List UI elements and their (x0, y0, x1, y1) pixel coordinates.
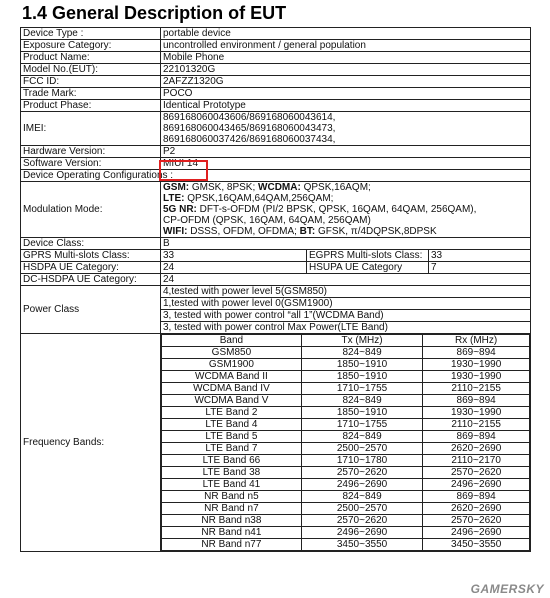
row-value: 22101320G (161, 64, 531, 76)
power-class-label: Power Class (21, 286, 161, 334)
row-label: Product Phase: (21, 100, 161, 112)
row-value: B (161, 238, 531, 250)
mod-text: DSSS, OFDM, OFDMA; (187, 226, 300, 237)
row-value: 2AFZZ1320G (161, 76, 531, 88)
row-label: Trade Mark: (21, 88, 161, 100)
freq-tx: 1850~1910 (301, 407, 422, 419)
freq-header-band: Band (162, 335, 302, 347)
row-value: Identical Prototype (161, 100, 531, 112)
freq-tx: 1710~1780 (301, 455, 422, 467)
freq-tx: 824~849 (301, 491, 422, 503)
freq-header-rx: Rx (MHz) (423, 335, 530, 347)
freq-band-name: NR Band n7 (162, 503, 302, 515)
mod-key: WCDMA: (258, 182, 301, 193)
freq-band-name: WCDMA Band IV (162, 383, 302, 395)
imei-label: IMEI: (21, 112, 161, 146)
mod-key: WIFI: (163, 226, 188, 237)
power-class-line: 4,tested with power level 5(GSM850) (161, 286, 531, 298)
row-value: Mobile Phone (161, 52, 531, 64)
frequency-bands-body (162, 335, 530, 551)
power-class-line: 1,tested with power level 0(GSM1900) (161, 298, 531, 310)
freq-tx: 3450~3550 (301, 539, 422, 551)
freq-band-name: LTE Band 7 (162, 443, 302, 455)
freq-band-name: LTE Band 2 (162, 407, 302, 419)
freq-row (162, 467, 530, 479)
freq-tx: 824~849 (301, 431, 422, 443)
freq-row (162, 431, 530, 443)
freq-row (162, 371, 530, 383)
freq-tx: 1710~1755 (301, 383, 422, 395)
row-label: Exposure Category: (21, 40, 161, 52)
freq-rx: 2110~2155 (423, 419, 530, 431)
modulation-label: Modulation Mode: (21, 182, 161, 238)
freq-row (162, 383, 530, 395)
freq-band-name: LTE Band 4 (162, 419, 302, 431)
freq-band-name: WCDMA Band II (162, 371, 302, 383)
row-value: portable device (161, 28, 531, 40)
freq-row (162, 407, 530, 419)
row-value: 24 (161, 262, 307, 274)
row-label: FCC ID: (21, 76, 161, 88)
row-label: Model No.(EUT): (21, 64, 161, 76)
freq-rx: 869~894 (423, 491, 530, 503)
freq-rx: 2620~2690 (423, 503, 530, 515)
freq-tx: 2500~2570 (301, 503, 422, 515)
freq-tx: 1850~1910 (301, 359, 422, 371)
freq-row (162, 395, 530, 407)
imei-line: 869168060043606/869168060043614, (163, 112, 336, 123)
mod-key: LTE: (163, 193, 185, 204)
freq-rx: 1930~1990 (423, 359, 530, 371)
freq-tx: 2500~2570 (301, 443, 422, 455)
row-label: Hardware Version: (21, 146, 161, 158)
power-class-line: 3, tested with power control “all 1”(WCDMA Band) (161, 310, 531, 322)
freq-tx: 2570~2620 (301, 515, 422, 527)
row-label: EGPRS Multi-slots Class: (307, 250, 429, 262)
freq-band-name: GSM1900 (162, 359, 302, 371)
imei-line: 869168060043465/869168060043473, (163, 123, 336, 134)
mod-text: QPSK,16QAM,64QAM,256QAM; (184, 193, 334, 204)
freq-rx: 869~894 (423, 395, 530, 407)
watermark: GAMERSKY (470, 582, 544, 596)
freq-band-name: LTE Band 38 (162, 467, 302, 479)
row-label: Software Version: (21, 158, 161, 170)
row-value: 7 (429, 262, 531, 274)
freq-row (162, 503, 530, 515)
imei-value (161, 112, 531, 146)
config-heading: Device Operating Configurations : (21, 170, 531, 182)
freq-band-name: NR Band n38 (162, 515, 302, 527)
freq-tx: 1710~1755 (301, 419, 422, 431)
freq-rx: 2620~2690 (423, 443, 530, 455)
row-value: 33 (161, 250, 307, 262)
mod-text: DFT-s-OFDM (PI/2 BPSK, QPSK, 16QAM, 64QAM, 256QAM), (196, 204, 477, 215)
freq-row (162, 347, 530, 359)
freq-row (162, 443, 530, 455)
freq-band-name: LTE Band 5 (162, 431, 302, 443)
freq-row (162, 419, 530, 431)
mod-text: QPSK,16AQM; (300, 182, 371, 193)
frequency-bands-cell (161, 334, 531, 552)
freq-rx: 869~894 (423, 431, 530, 443)
freq-row (162, 359, 530, 371)
freq-band-name: GSM850 (162, 347, 302, 359)
freq-row (162, 479, 530, 491)
freq-rx: 1930~1990 (423, 371, 530, 383)
row-value: 24 (161, 274, 531, 286)
freq-band-name: WCDMA Band V (162, 395, 302, 407)
freq-rx: 2570~2620 (423, 467, 530, 479)
freq-row (162, 455, 530, 467)
mod-key: GSM: (163, 182, 190, 193)
freq-tx: 824~849 (301, 395, 422, 407)
freq-rx: 3450~3550 (423, 539, 530, 551)
mod-text: GMSK, 8PSK; (189, 182, 259, 193)
freq-band-name: NR Band n77 (162, 539, 302, 551)
freq-rx: 2110~2170 (423, 455, 530, 467)
row-label: GPRS Multi-slots Class: (21, 250, 161, 262)
freq-row (162, 527, 530, 539)
freq-rx: 1930~1990 (423, 407, 530, 419)
freq-tx: 1850~1910 (301, 371, 422, 383)
freq-rx: 2496~2690 (423, 527, 530, 539)
frequency-bands-table (161, 334, 530, 551)
freq-row (162, 515, 530, 527)
software-version-value: MIUI 14 (161, 158, 531, 170)
row-label: Device Type : (21, 28, 161, 40)
frequency-bands-label: Frequency Bands: (21, 334, 161, 552)
freq-tx: 824~849 (301, 347, 422, 359)
freq-band-name: LTE Band 41 (162, 479, 302, 491)
mod-key: BT: (299, 226, 316, 237)
modulation-value (161, 182, 531, 238)
imei-line: 869168060037426/869168060037434, (163, 134, 336, 145)
row-value: POCO (161, 88, 531, 100)
row-label: HSDPA UE Category: (21, 262, 161, 274)
row-value: P2 (161, 146, 531, 158)
power-class-line: 3, tested with power control Max Power(LTE Band) (161, 322, 531, 334)
freq-band-name: NR Band n41 (162, 527, 302, 539)
eut-description-table (20, 27, 531, 552)
row-label: HSUPA UE Category (307, 262, 429, 274)
row-label: Product Name: (21, 52, 161, 64)
row-value: uncontrolled environment / general population (161, 40, 531, 52)
mod-text: CP-OFDM (QPSK, 16QAM, 64QAM, 256QAM) (163, 215, 371, 226)
freq-header-tx: Tx (MHz) (301, 335, 422, 347)
freq-tx: 2570~2620 (301, 467, 422, 479)
freq-rx: 2496~2690 (423, 479, 530, 491)
freq-row (162, 539, 530, 551)
freq-row (162, 491, 530, 503)
row-label: Device Class: (21, 238, 161, 250)
row-label: DC-HSDPA UE Category: (21, 274, 161, 286)
freq-rx: 2570~2620 (423, 515, 530, 527)
row-value: 33 (429, 250, 531, 262)
mod-key: 5G NR: (163, 204, 197, 215)
software-version-highlight-box (159, 160, 208, 181)
freq-tx: 2496~2690 (301, 479, 422, 491)
freq-rx: 2110~2155 (423, 383, 530, 395)
freq-tx: 2496~2690 (301, 527, 422, 539)
freq-band-name: NR Band n5 (162, 491, 302, 503)
section-title: 1.4 General Description of EUT (22, 3, 287, 23)
freq-rx: 869~894 (423, 347, 530, 359)
freq-band-name: LTE Band 66 (162, 455, 302, 467)
mod-text: GFSK, π/4DQPSK,8DPSK (315, 226, 437, 237)
